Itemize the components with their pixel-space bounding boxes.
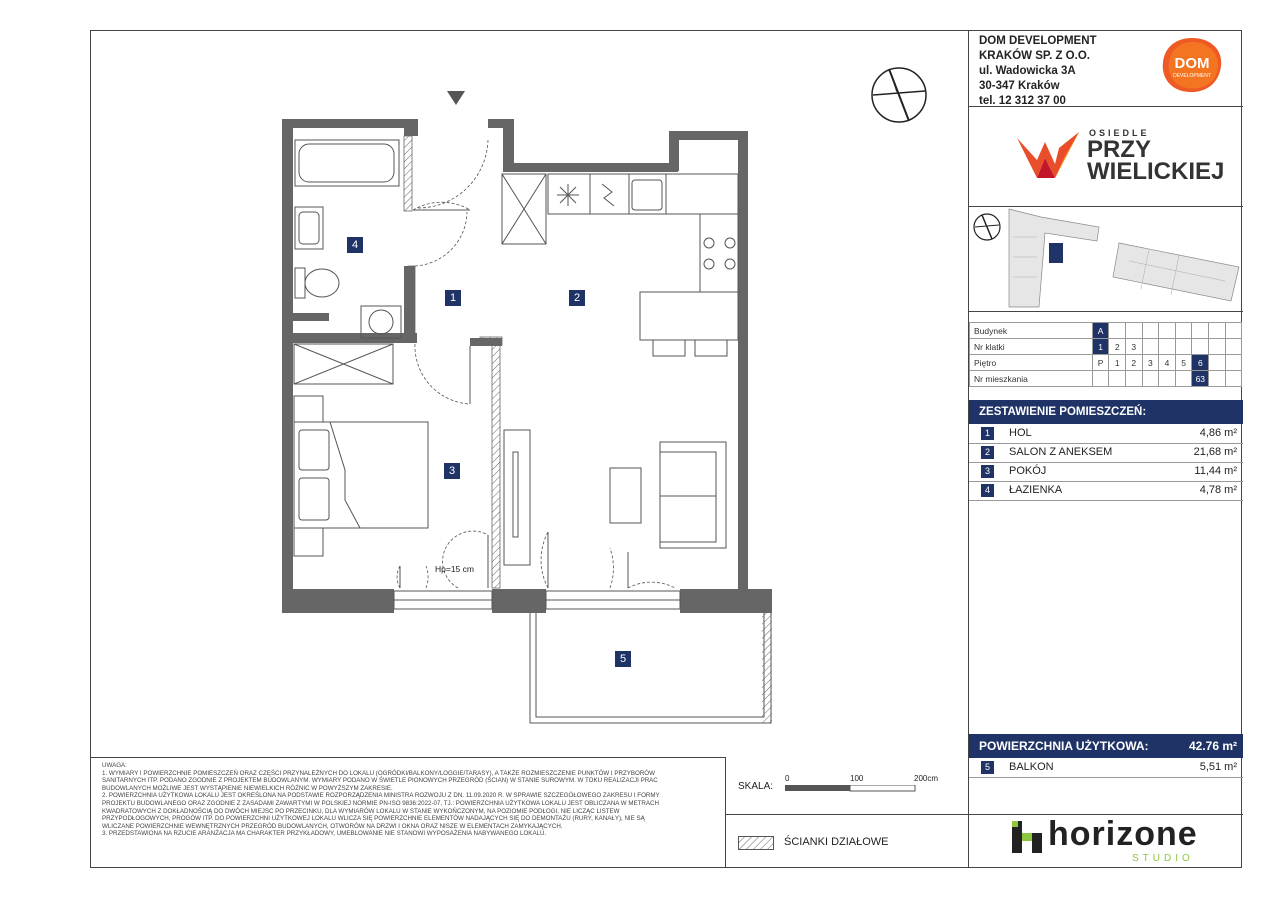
legend [726, 815, 968, 868]
info-sidebar [968, 30, 1242, 868]
room-area: 11,44 m² [1194, 465, 1237, 477]
row-pietro [970, 355, 1242, 371]
toilet [295, 268, 339, 298]
room-label-3: 3 [444, 463, 460, 479]
company-name2: KRAKÓW SP. Z O.O. [979, 50, 1090, 62]
balcony-num: 5 [981, 761, 994, 774]
project-logo [1015, 122, 1225, 192]
klatka-1: 1 [1092, 339, 1109, 355]
pietro-6: 6 [1192, 355, 1209, 371]
scale-bar [785, 785, 925, 793]
pietro-3: 3 [1142, 355, 1159, 371]
horizone-studio-logo [1010, 817, 1220, 867]
pietro-4: 4 [1159, 355, 1176, 371]
balcony-row [969, 758, 1243, 778]
total-area-value: 42.76 m² [1188, 739, 1237, 753]
note-line: KWADRATOWYCH Z DOKŁADNOŚCIĄ DO DWÓCH MIEJSC PO PRZECINKU, DLA WYMIARÓW LOKALU W STANIE WYKOŃCZONYM, NA POZIOMIE PODŁOGI, NIE LICZĄC LISTEW [102, 807, 620, 815]
room-row [969, 481, 1243, 501]
row-budynek [970, 323, 1242, 339]
room-label-1: 1 [445, 290, 461, 306]
note-line: PRZYPODŁOGOWYCH, PROGÓW ITP. DO POWIERZCHNI UŻYTKOWEJ LOKALU WLICZA SIĘ POWIERZCHNIE ELEMENTÓW NADAJĄCYCH SIĘ DO DEMONTAŻU (RURY, KANAŁY), NIE SĄ [102, 815, 645, 823]
bed [294, 396, 428, 556]
note-line: WLICZANE POWIERZCHNIE WEWNĘTRZNYCH PRZEGRÓD BUDOWLANYCH, OTWORÓW NA DRZWI I OKNA ORAZ NISZE W ELEMENTACH ZAMYKAJĄCYCH. [102, 822, 563, 830]
legend-label: ŚCIANKI DZIAŁOWE [784, 836, 889, 848]
room-name: HOL [1009, 427, 1032, 439]
klatka-3: 3 [1126, 339, 1143, 355]
room-num: 3 [981, 465, 994, 478]
wardrobe [294, 344, 393, 384]
note-line: BUDOWLANYCH MOŻLIWE JEST WYSTĄPIENIE NIEWIELKICH RÓŻNIC W POWYŻSZYM ZAKRESIE. [102, 784, 393, 792]
hp-note: Hp=15 cm [435, 564, 474, 574]
scale-tick-0: 0 [785, 774, 790, 783]
row-mieszkanie [970, 371, 1242, 387]
room-num: 1 [981, 427, 994, 440]
company-info [979, 34, 1097, 109]
interior-walls [293, 119, 502, 346]
partition-legend-swatch [738, 836, 774, 850]
wave-logo-icon [1015, 128, 1081, 184]
room-area: 4,86 m² [1199, 427, 1237, 439]
compass-icon [872, 68, 926, 122]
scale-tick-200: 200cm [914, 774, 939, 783]
row-klatka [970, 339, 1242, 355]
dom-logo-subtext: DEVELOPMENT [1173, 73, 1211, 79]
entrance-marker [447, 91, 465, 105]
total-area [969, 734, 1243, 758]
room-num: 4 [981, 484, 994, 497]
outer-walls [282, 119, 772, 613]
dom-logo-text: DOM [1174, 55, 1210, 72]
bathtub [295, 140, 399, 186]
rooms-header: ZESTAWIENIE POMIESZCZEŃ: [969, 400, 1243, 424]
budynek-label: Budynek [970, 323, 1093, 339]
company-street: ul. Wadowicka 3A [979, 65, 1076, 77]
note-line: PROJEKTU BUDOWLANEGO ORAZ ZGODNIE Z ZASADAMI ZAWARTYMI W POLSKIEJ NORMIE PN-ISO 9836:2022-07, TJ.: POWIERZCHNIA UŻYTKOWA LOKALU JEST OBLICZANA W METRACH [102, 799, 659, 807]
pietro-2: 2 [1126, 355, 1143, 371]
studio-name: horizone [1048, 815, 1198, 853]
mieszkanie-number: 63 [1192, 371, 1209, 387]
studio-sub: STUDIO [1132, 853, 1194, 864]
pietro-label: Piętro [970, 355, 1093, 371]
room-name: SALON Z ANEKSEM [1009, 446, 1113, 458]
room-name: POKÓJ [1009, 465, 1047, 477]
washbasin [295, 207, 323, 249]
note-line: SANITARNYCH ITP. PODANO ZGODNIE Z PROJEKTEM BUDOWLANYM. WYMIARY PODANO W ŚWIETLE PIONOWYCH PRZEGRÓD (ŚCIAN) W STANIE SUROWYM. W TOKU REALIZACJI PRAC [102, 777, 658, 785]
room-num: 2 [981, 446, 994, 459]
scale-tick-100: 100 [850, 774, 864, 783]
klatka-label: Nr klatki [970, 339, 1093, 355]
site-key-plan [969, 207, 1243, 311]
total-area-label: POWIERZCHNIA UŻYTKOWA: [979, 739, 1149, 753]
room-name: ŁAZIENKA [1009, 484, 1063, 496]
project-name-1: PRZY [1087, 136, 1152, 163]
klatka-2: 2 [1109, 339, 1126, 355]
room-area: 21,68 m² [1193, 446, 1237, 458]
balcony-name: BALKON [1009, 761, 1054, 773]
sofa [660, 442, 726, 548]
room-label-4: 4 [347, 237, 363, 253]
fridge-symbol [557, 184, 614, 206]
scale-label: SKALA: [738, 781, 774, 792]
room-row [969, 424, 1243, 444]
budynek-a: A [1092, 323, 1109, 339]
project-prefix: OSIEDLE [1089, 128, 1150, 138]
note-line: 2. POWIERZCHNIA UŻYTKOWA LOKALU JEST OKREŚLONA NA PODSTAWIE ROZPORZĄDZENIA MINISTRA ROZWOJU Z DN. 11.09.2020 R. W SPRAWIE SZCZEGÓŁOWEGO ZAKRESU I FORMY [102, 792, 660, 800]
notes-block [90, 757, 726, 868]
note-line: 3. PRZEDSTAWIONA NA RZUCIE ARANŻACJA MA CHARAKTER PRZYKŁADOWY, UMEBLOWANIE NIE STANOWI WYPOSAŻENIA NABYWANEGO LOKALU. [102, 830, 547, 838]
pietro-p: P [1092, 355, 1109, 371]
company-name: DOM DEVELOPMENT [979, 35, 1097, 47]
pietro-1: 1 [1109, 355, 1126, 371]
coffee-table [610, 468, 641, 523]
mieszkanie-label: Nr mieszkania [970, 371, 1093, 387]
room-label-5: 5 [615, 651, 631, 667]
room-row [969, 443, 1243, 463]
room-row [969, 462, 1243, 482]
apartment-info-table [969, 322, 1242, 387]
scale-block [726, 757, 968, 815]
horizone-h-icon [1010, 819, 1046, 855]
tv-cabinet [504, 430, 530, 565]
room-area: 4,78 m² [1199, 484, 1237, 496]
note-line: UWAGA: [102, 762, 127, 769]
company-phone: tel. 12 312 37 00 [979, 95, 1066, 107]
kitchen-counter [502, 174, 738, 356]
company-city: 30-347 Kraków [979, 80, 1060, 92]
dom-development-logo [1159, 36, 1225, 94]
note-line: 1. WYMIARY I POWIERZCHNIE POMIESZCZEŃ ORAZ CZĘŚCI PRZYNALEŻNYCH DO LOKALU (OGRÓDKI/BALKONY/LOGGIE/TARASY), A TAKŻE ROZMIESZCZENIE PUNKTÓW I PRZYBORÓW [102, 769, 655, 777]
balcony-area: 5,51 m² [1199, 761, 1237, 773]
balcony [530, 613, 771, 723]
pietro-5: 5 [1175, 355, 1192, 371]
project-name-2: WIELICKIEJ [1087, 158, 1225, 185]
room-label-2: 2 [569, 290, 585, 306]
